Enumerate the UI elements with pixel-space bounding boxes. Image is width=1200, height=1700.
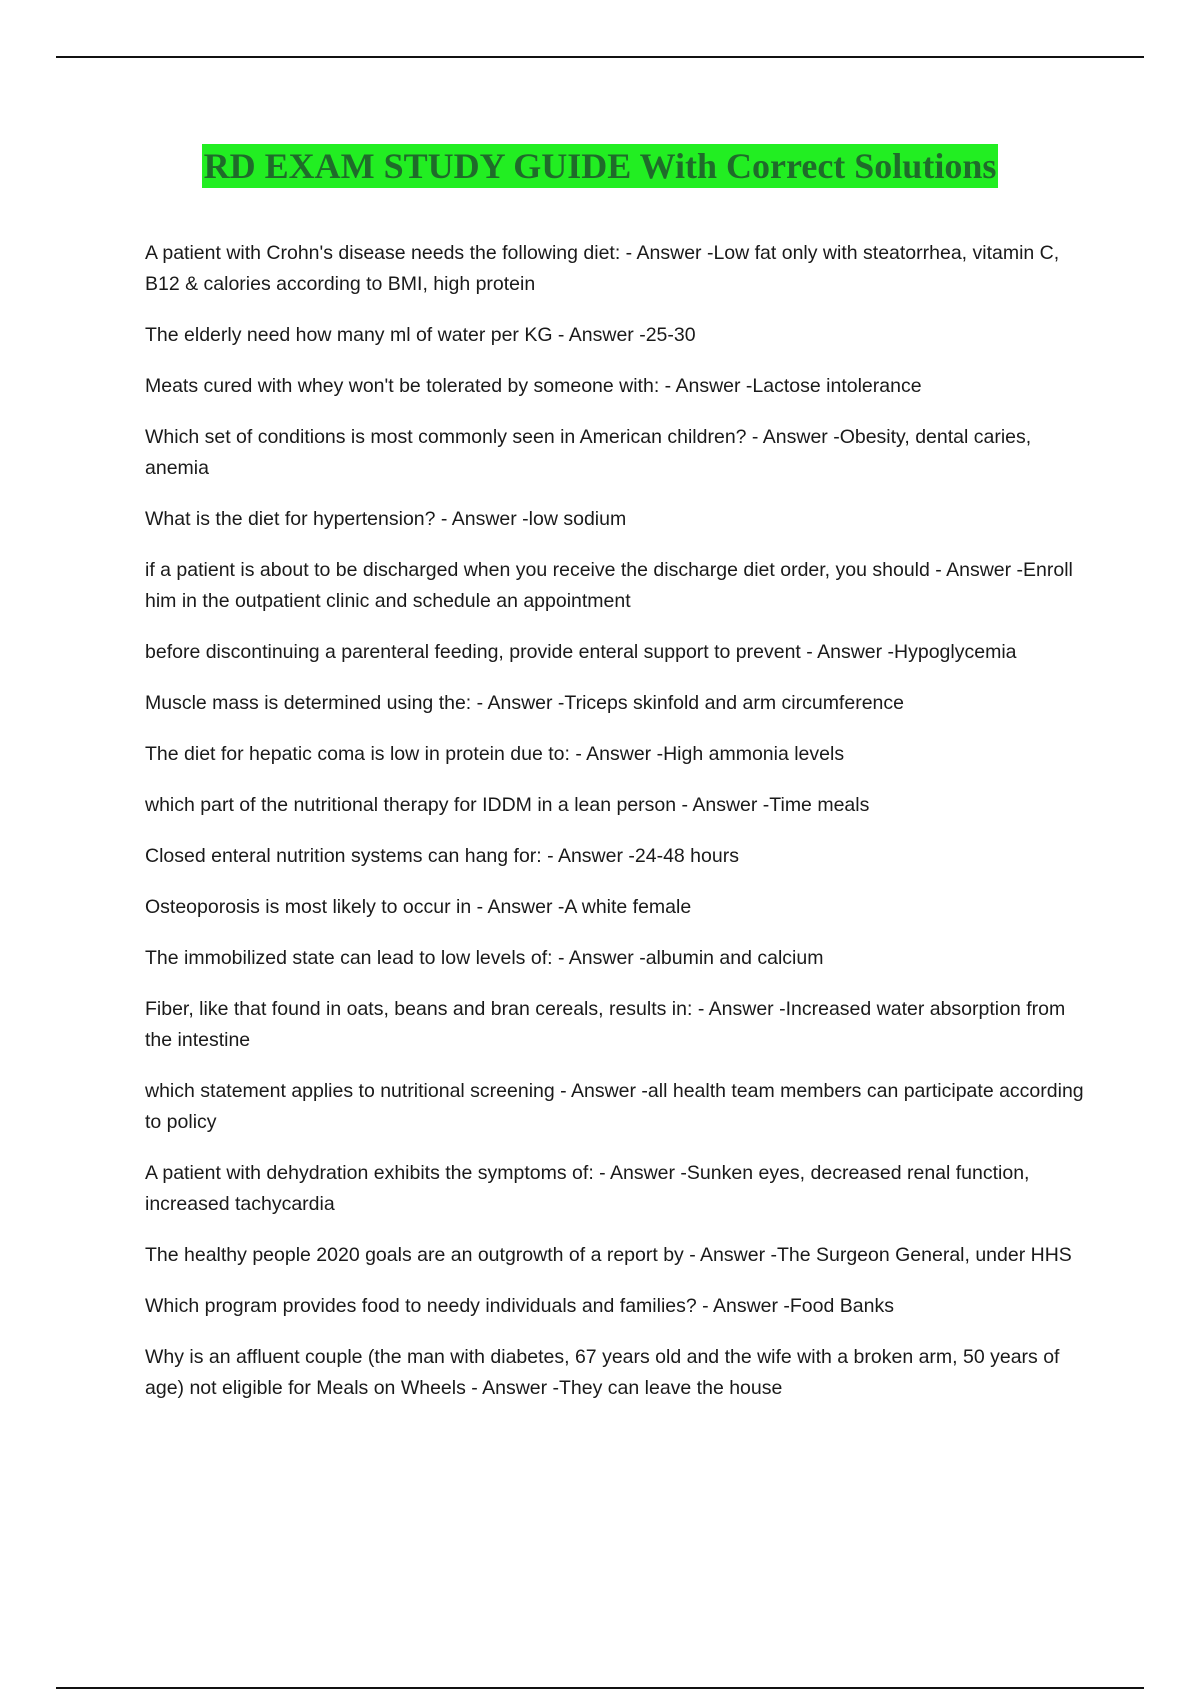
qa-item: A patient with Crohn's disease needs the following diet: - Answer -Low fat only with steatorrhea, vitamin C, B12 & calories according to BMI, high protein — [145, 242, 1060, 295]
qa-item: Why is an affluent couple (the man with diabetes, 67 years old and the wife with a broken arm, 50 years of age) not eligible for Meals on Wheels - Answer -They can leave the house — [145, 1346, 1060, 1399]
qa-list — [145, 238, 1090, 1424]
qa-item: Osteoporosis is most likely to occur in - Answer -A white female — [145, 896, 692, 918]
qa-item: Which program provides food to needy individuals and families? - Answer -Food Banks — [145, 1295, 894, 1317]
bottom-rule — [56, 1687, 1144, 1689]
qa-item: The diet for hepatic coma is low in protein due to: - Answer -High ammonia levels — [145, 743, 845, 765]
qa-item: which part of the nutritional therapy for IDDM in a lean person - Answer -Time meals — [145, 794, 870, 816]
qa-item: Muscle mass is determined using the: - Answer -Triceps skinfold and arm circumference — [145, 692, 904, 714]
qa-item: A patient with dehydration exhibits the symptoms of: - Answer -Sunken eyes, decreased renal function, increased tachycardia — [145, 1162, 1030, 1215]
qa-item: The healthy people 2020 goals are an outgrowth of a report by - Answer -The Surgeon General, under HHS — [145, 1244, 1072, 1266]
qa-item: Fiber, like that found in oats, beans and bran cereals, results in: - Answer -Increased water absorption from the intestine — [145, 998, 1066, 1051]
qa-item: Meats cured with whey won't be tolerated by someone with: - Answer -Lactose intolerance — [145, 375, 922, 397]
qa-item: before discontinuing a parenteral feeding, provide enteral support to prevent - Answer -Hypoglycemia — [145, 641, 1017, 663]
qa-item: which statement applies to nutritional screening - Answer -all health team members can participate according to policy — [145, 1080, 1084, 1133]
qa-item: if a patient is about to be discharged when you receive the discharge diet order, you should - Answer -Enroll him in the outpatient clinic and schedule an appointment — [145, 559, 1073, 612]
qa-item: What is the diet for hypertension? - Answer -low sodium — [145, 508, 627, 530]
top-rule — [56, 56, 1144, 58]
qa-item: Which set of conditions is most commonly seen in American children? - Answer -Obesity, dental caries, anemia — [145, 426, 1032, 479]
title-container — [0, 144, 1200, 188]
document-title: RD EXAM STUDY GUIDE With Correct Solutions — [203, 146, 997, 186]
qa-item: Closed enteral nutrition systems can hang for: - Answer -24-48 hours — [145, 845, 739, 867]
qa-item: The elderly need how many ml of water per KG - Answer -25-30 — [145, 324, 696, 346]
qa-item: The immobilized state can lead to low levels of: - Answer -albumin and calcium — [145, 947, 824, 969]
